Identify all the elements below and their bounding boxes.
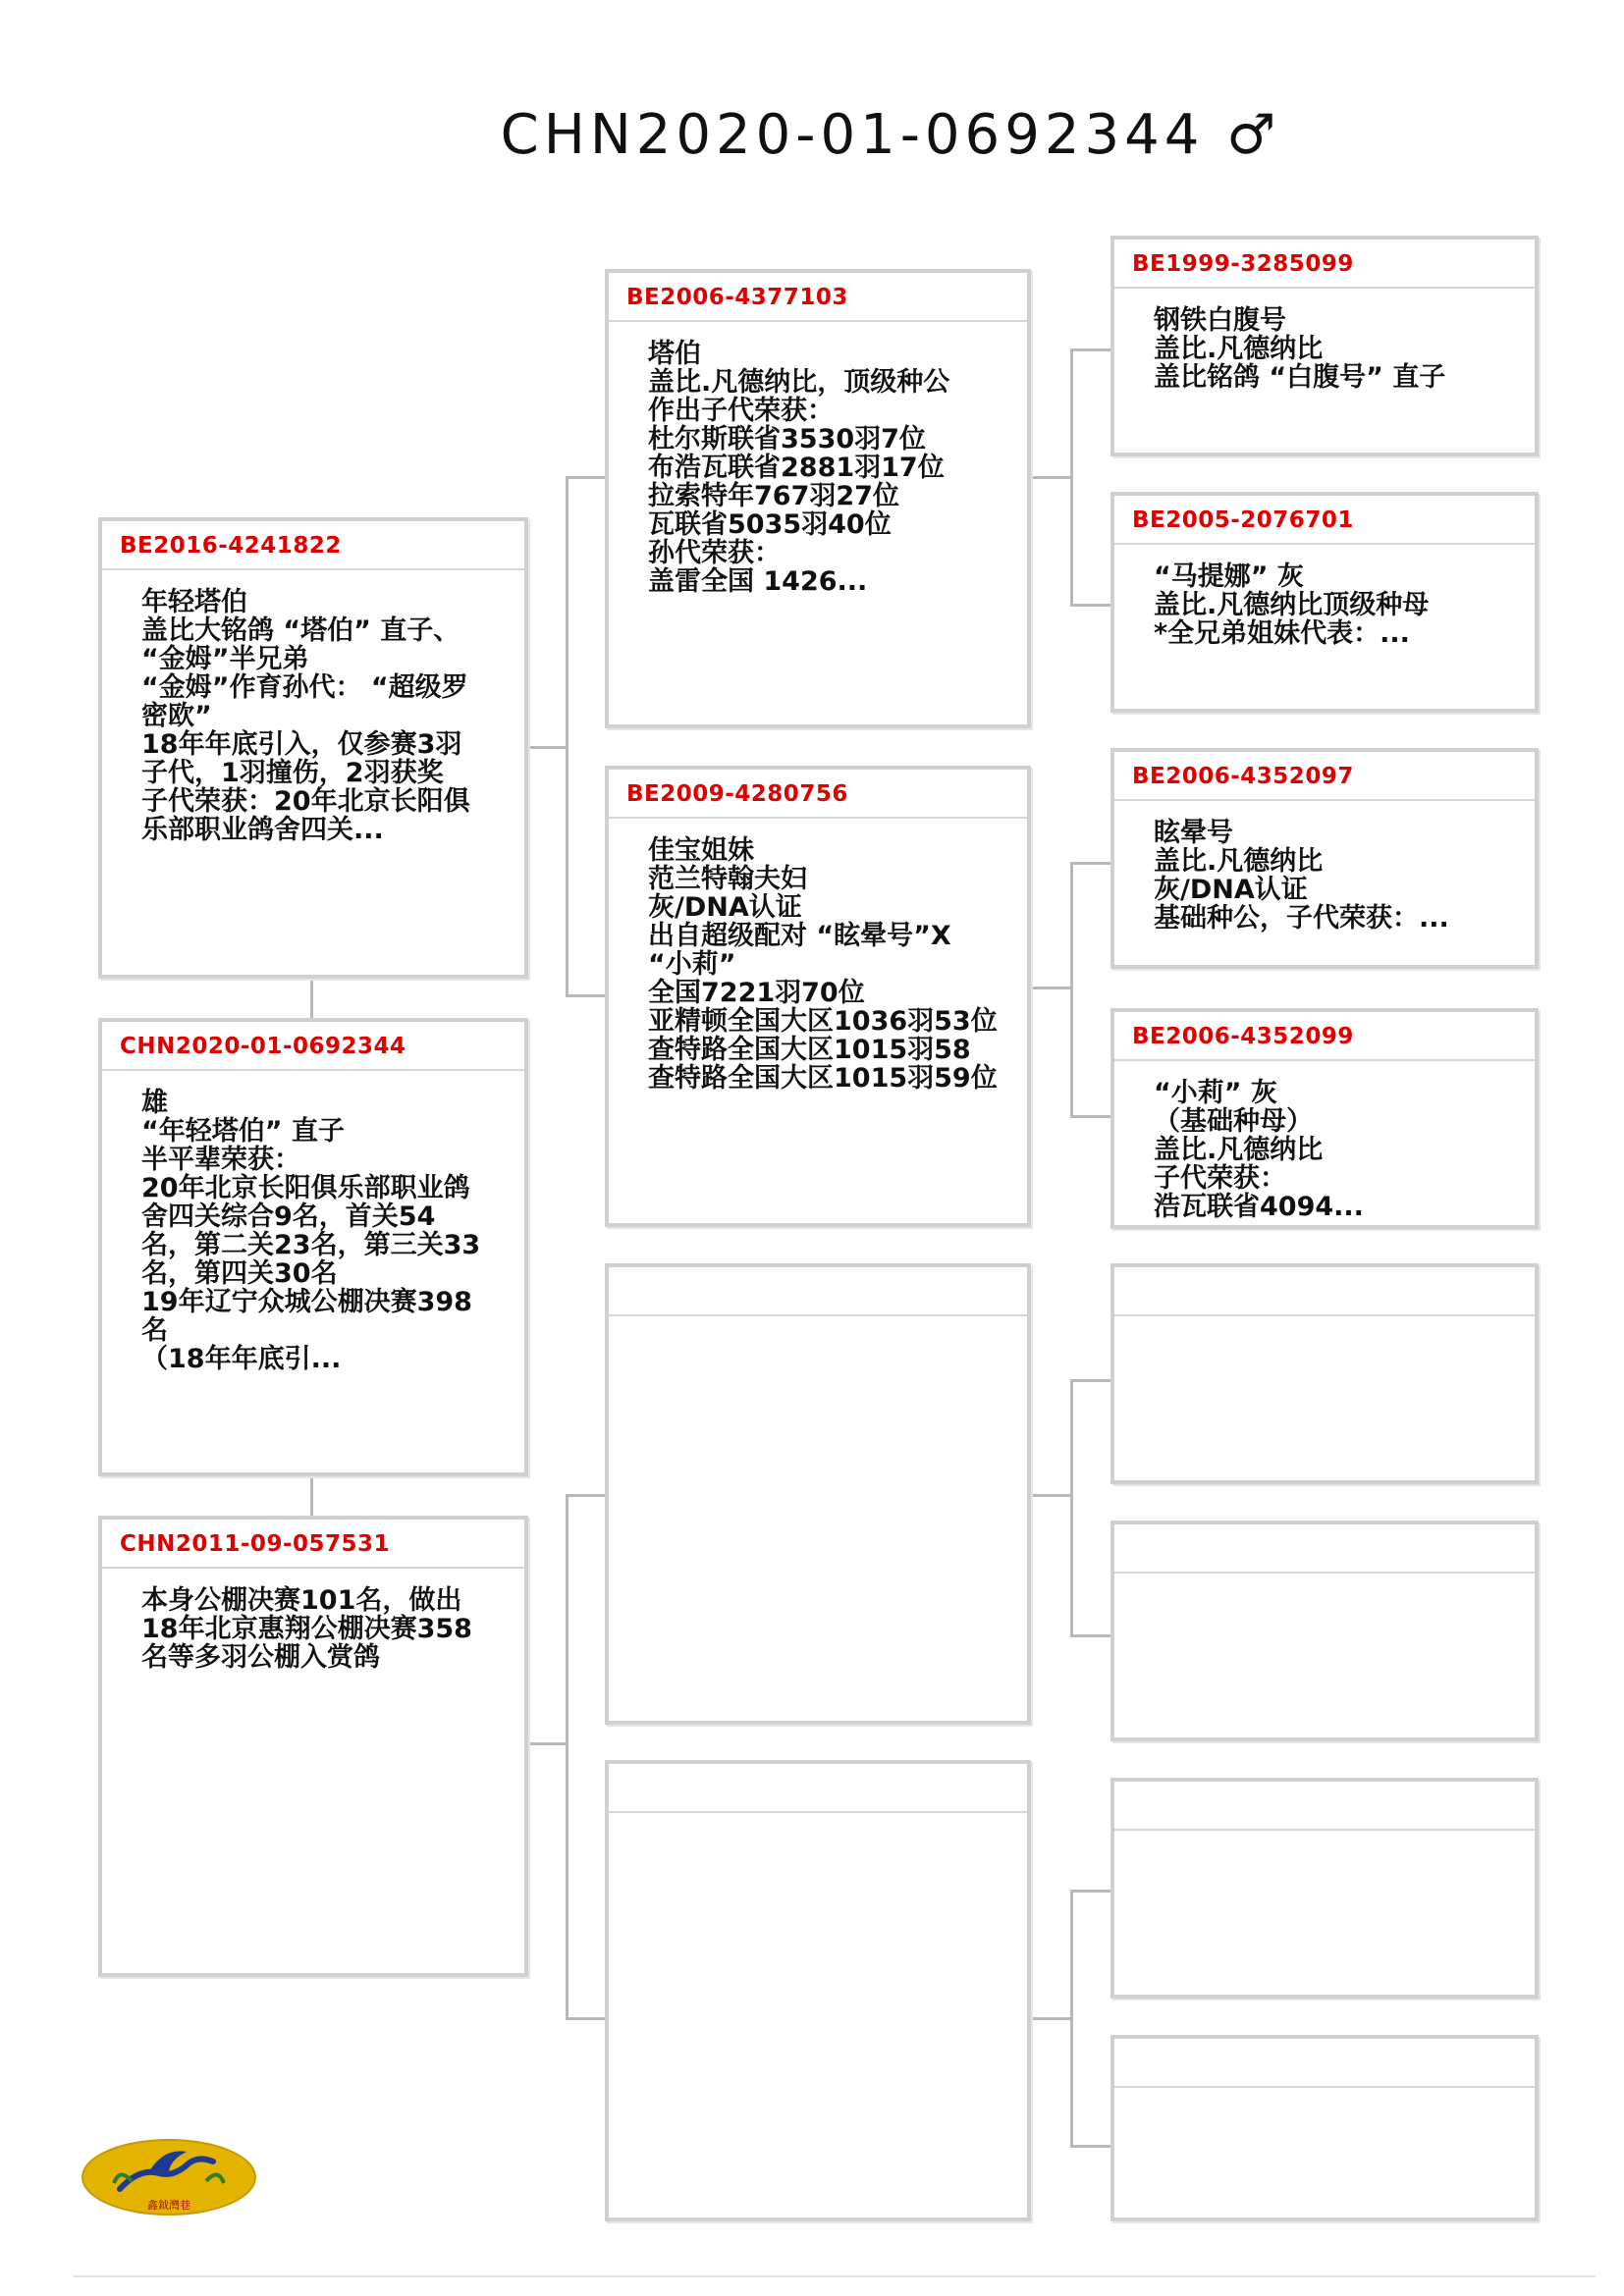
ring-number xyxy=(1114,1267,1535,1316)
connector-line xyxy=(1070,2145,1111,2148)
connector-line xyxy=(566,1494,607,1497)
card-description xyxy=(609,1813,1027,1831)
connector-line xyxy=(1031,1494,1070,1497)
footer-divider xyxy=(74,2275,1596,2277)
connector-line xyxy=(566,1494,568,2019)
ring-number: BE2005-2076701 xyxy=(1114,496,1535,545)
ring-number: BE2006-4352099 xyxy=(1114,1012,1535,1061)
card-description xyxy=(1114,1574,1535,1591)
pedigree-card-gen3-5 xyxy=(1110,1263,1539,1484)
page-title: CHN2020-01-0692344 ♂ xyxy=(500,103,1281,167)
connector-line xyxy=(1070,348,1111,351)
ring-number: CHN2020-01-0692344 xyxy=(102,1022,524,1071)
ring-number: CHN2011-09-057531 xyxy=(102,1520,524,1569)
ring-number: BE1999-3285099 xyxy=(1114,240,1535,289)
card-description xyxy=(1114,1831,1535,1848)
connector-line xyxy=(566,476,607,479)
card-description: 钢铁白腹号 盖比.凡德纳比 盖比铭鸽 “白腹号” 直子 xyxy=(1154,305,1446,393)
connector-line xyxy=(1031,476,1070,479)
card-description: 年轻塔伯 盖比大铭鸽 “塔伯” 直子、 “金姆”半兄弟 “金姆”作育孙代： “超级罗密欧” 18年年底引入，仅参赛3羽子代，1羽撞伤，2羽获奖 子代荣获：20年北京长阳俱乐部职业鸽舍四关... xyxy=(141,587,470,845)
connector-line xyxy=(1070,1634,1111,1637)
ring-number xyxy=(1114,1782,1535,1831)
connector-line xyxy=(1031,2017,1070,2020)
pedigree-card-dam-sire xyxy=(605,1263,1031,1725)
pedigree-card-gen3-8 xyxy=(1110,2035,1539,2221)
pedigree-card-sire-sire xyxy=(605,269,1031,728)
pedigree-card-subject xyxy=(98,1018,528,1476)
pedigree-card-sire xyxy=(98,517,528,979)
loft-logo-icon xyxy=(81,2138,257,2218)
ring-number: BE2009-4280756 xyxy=(609,770,1027,819)
connector-line xyxy=(1070,1890,1073,2147)
svg-text:鑫鉞灣巷: 鑫鉞灣巷 xyxy=(147,2199,190,2212)
card-description: “小莉” 灰 （基础种母） 盖比.凡德纳比 子代荣获： 浩瓦联省4094... xyxy=(1154,1078,1364,1222)
connector-line xyxy=(1070,348,1073,606)
pedigree-card-gen3-6 xyxy=(1110,1521,1539,1741)
connector-line xyxy=(310,977,313,1020)
pedigree-card-dam xyxy=(98,1516,528,1977)
connector-line xyxy=(1070,1890,1111,1893)
ring-number xyxy=(1114,2039,1535,2088)
connector-line xyxy=(1070,1379,1111,1382)
pedigree-card-gen3-4 xyxy=(1110,1008,1539,1229)
ring-number xyxy=(609,1764,1027,1813)
pedigree-card-gen3-1 xyxy=(1110,236,1539,456)
connector-line xyxy=(526,746,566,749)
ring-number: BE2006-4352097 xyxy=(1114,752,1535,801)
pedigree-card-gen3-3 xyxy=(1110,748,1539,969)
card-description: 佳宝姐妹 范兰特翰夫妇 灰/DNA认证 出自超级配对 “眩晕号”X “小莉” 全国7221羽70位 亚精顿全国大区1036羽53位 查特路全国大区1015羽58 查特路全国大区1015羽59位 xyxy=(648,835,998,1094)
card-description: “马提娜” 灰 盖比.凡德纳比顶级种母 *全兄弟姐妹代表：... xyxy=(1154,561,1430,649)
pedigree-card-sire-dam xyxy=(605,766,1031,1227)
connector-line xyxy=(566,994,607,997)
connector-line xyxy=(526,1742,566,1745)
connector-line xyxy=(1031,987,1070,989)
connector-line xyxy=(1070,1115,1111,1118)
card-description: 雄 “年轻塔伯” 直子 半平辈荣获： 20年北京长阳俱乐部职业鸽舍四关综合9名，首关54名，第二关23名，第三关33名，第四关30名 19年辽宁众城公棚决赛398名 （18年年底引... xyxy=(141,1088,481,1374)
ring-number: BE2006-4377103 xyxy=(609,273,1027,322)
ring-number: BE2016-4241822 xyxy=(102,521,524,570)
connector-line xyxy=(1070,1379,1073,1636)
card-description xyxy=(609,1316,1027,1334)
ring-number xyxy=(609,1267,1027,1316)
connector-line xyxy=(566,476,568,996)
card-description: 本身公棚决赛101名，做出18年北京惠翔公棚决赛358名等多羽公棚入赏鸽 xyxy=(141,1585,472,1673)
card-description xyxy=(1114,2088,1535,2106)
pedigree-card-gen3-2 xyxy=(1110,492,1539,713)
connector-line xyxy=(1070,862,1111,865)
pedigree-card-dam-dam xyxy=(605,1760,1031,2221)
card-description: 眩晕号 盖比.凡德纳比 灰/DNA认证 基础种公，子代荣获：... xyxy=(1154,818,1449,934)
card-description: 塔伯 盖比.凡德纳比，顶级种公 作出子代荣获： 杜尔斯联省3530羽7位 布浩瓦联省2881羽17位 拉索特年767羽27位 瓦联省5035羽40位 孙代荣获： 盖雷全国 1426... xyxy=(648,339,950,597)
ring-number xyxy=(1114,1524,1535,1574)
pedigree-card-gen3-7 xyxy=(1110,1778,1539,1999)
connector-line xyxy=(1070,862,1073,1117)
card-description xyxy=(1114,1316,1535,1334)
connector-line xyxy=(310,1474,313,1518)
connector-line xyxy=(566,2017,607,2020)
connector-line xyxy=(1070,604,1111,607)
